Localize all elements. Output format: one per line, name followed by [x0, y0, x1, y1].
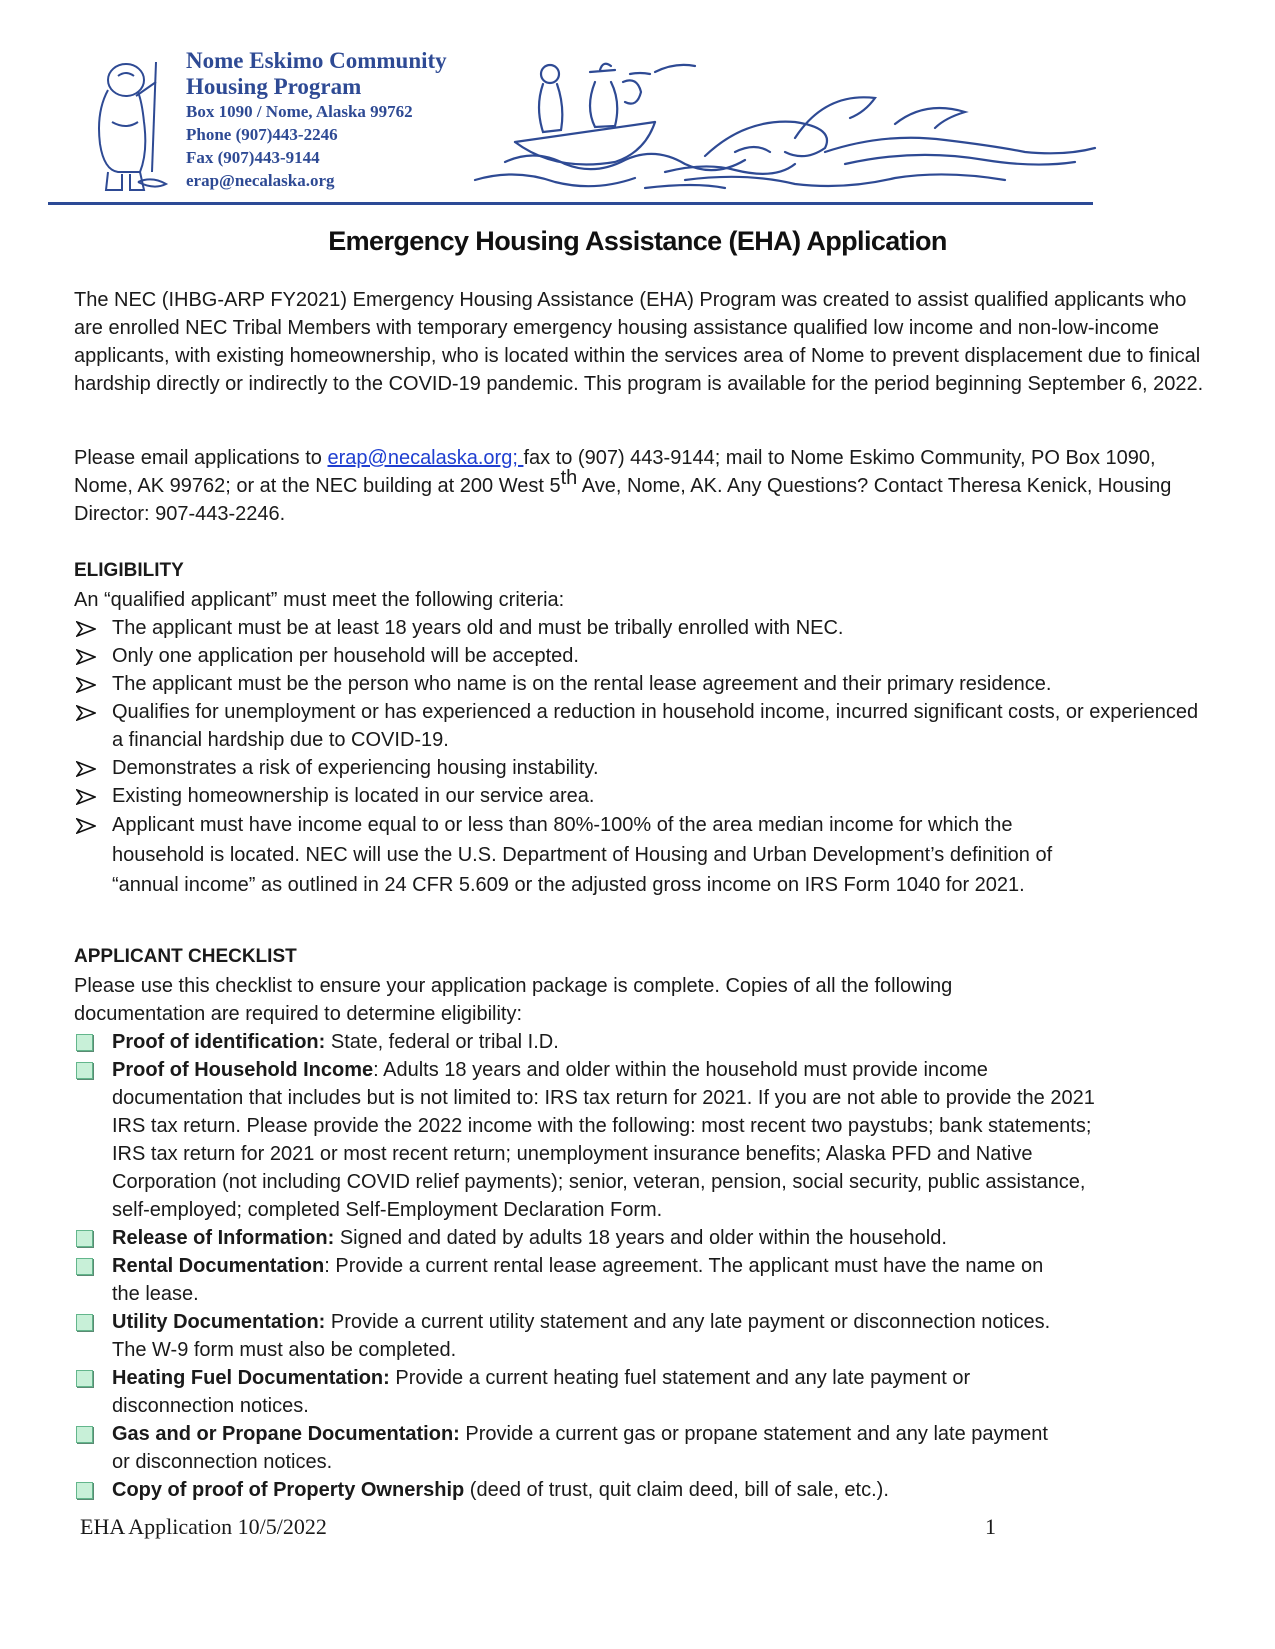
intro-paragraph: The NEC (IHBG-ARP FY2021) Emergency Housing Assistance (EHA) Program was created to assist qualified applicants who are enrolled NEC Tribal Members with temporary emergency housing assistance qualified low income and non-low-income applicants, with existing homeownership, who is located within the services area of Nome to prevent displacement due to finical hardship directly or indirectly to the COVID-19 pandemic. This program is available for the period beginning September 6, 2022.	[74, 289, 1204, 395]
eligibility-item-text: Demonstrates a risk of experiencing housing instability.	[112, 757, 599, 779]
checklist-item	[74, 1224, 1214, 1252]
list-item	[74, 642, 1214, 670]
checklist-item	[74, 1252, 1062, 1308]
org-block	[186, 48, 447, 192]
checklist-item-text: : Adults 18 years and older within the household must provide income documentation that includes but is not limited to: IRS tax return for 2021. If you are not able to provide the 2021 IRS tax return. Please provide the 2022 income with the following: most recent two paystubs; bank statements; IRS tax return for 2021 or most recent return; unemployment insurance benefits; Alaska PFD and Native Corporation (not including COVID relief payments); senior, veteran, pension, social security, public assistance, self-employed; completed Self-Employment Declaration Form.	[112, 1059, 1095, 1221]
eligibility-intro: An “qualified applicant” must meet the following criteria:	[74, 589, 565, 611]
checklist-item-text: : Provide a current rental lease agreement. The applicant must have the name on the lease.	[112, 1255, 1044, 1305]
org-email: erap@necalaska.org	[186, 171, 335, 190]
eligibility-item-text: The applicant must be at least 18 years old and must be tribally enrolled with NEC.	[112, 617, 844, 639]
checkbox[interactable]	[76, 1482, 93, 1499]
list-item	[74, 754, 1214, 782]
checklist-item	[74, 1028, 1214, 1056]
checklist-item-text: State, federal or tribal I.D.	[325, 1031, 559, 1053]
checklist-item-label: Release of Information:	[112, 1227, 335, 1249]
checklist-item	[74, 1056, 1102, 1224]
checklist-item-label: Proof of Household Income	[112, 1059, 374, 1081]
list-item	[74, 810, 1072, 900]
checklist-item-text: Provide a current utility statement and any late payment or disconnection notices. The W-9 form must also be completed.	[112, 1311, 1051, 1361]
list-item	[74, 670, 1214, 698]
checkbox[interactable]	[76, 1034, 93, 1051]
checkbox[interactable]	[76, 1370, 93, 1387]
submit-paragraph	[74, 444, 1204, 528]
arrow-bullet-icon	[76, 621, 96, 637]
org-fax: Fax (907)443-9144	[186, 148, 320, 167]
submit-prefix: Please email applications to	[74, 447, 328, 469]
checklist-item-label: Utility Documentation:	[112, 1311, 326, 1333]
ordinal-suffix: th	[560, 467, 578, 489]
checklist-list	[74, 1028, 1214, 1504]
arrow-bullet-icon	[76, 705, 96, 721]
org-address: Box 1090 / Nome, Alaska 99762	[186, 102, 413, 121]
checkbox[interactable]	[76, 1062, 93, 1079]
checklist-item	[74, 1308, 1062, 1364]
page-title: Emergency Housing Assistance (EHA) Application	[328, 226, 947, 256]
arrow-bullet-icon	[76, 649, 96, 665]
checklist-item	[74, 1364, 1062, 1420]
checkbox[interactable]	[76, 1230, 93, 1247]
checkbox[interactable]	[76, 1314, 93, 1331]
checkbox[interactable]	[76, 1258, 93, 1275]
eligibility-item-text: The applicant must be the person who name is on the rental lease agreement and their primary residence.	[112, 673, 1052, 695]
eligibility-item-text: Applicant must have income equal to or less than 80%-100% of the area median income for which the household is located. NEC will use the U.S. Department of Housing and Urban Development’s definition of “annual income” as outlined in 24 CFR 5.609 or the adjusted gross income on IRS Form 1040 for 2021.	[112, 814, 1053, 896]
boat-and-waves-logo-icon	[465, 52, 1105, 192]
submit-suffix: Ave, Nome, AK. Any Questions? Contact Theresa Kenick, Housing Director: 907-443-2246.	[74, 475, 1172, 525]
checkbox[interactable]	[76, 1426, 93, 1443]
arrow-bullet-icon	[76, 818, 96, 834]
eligibility-item-text: Existing homeownership is located in our service area.	[112, 785, 595, 807]
footer-doc-label: EHA Application 10/5/2022	[80, 1514, 327, 1539]
checklist-item-text: Signed and dated by adults 18 years and older within the household.	[334, 1227, 947, 1249]
list-item	[74, 698, 1214, 754]
checklist-item-label: Copy of proof of Property Ownership	[112, 1479, 465, 1501]
checklist-item-text: (deed of trust, quit claim deed, bill of sale, etc.).	[464, 1479, 889, 1501]
fisherman-logo-icon	[78, 52, 178, 202]
eligibility-list	[74, 614, 1214, 900]
checklist-item-text: Provide a current heating fuel statement and any late payment or disconnection notices.	[112, 1367, 971, 1417]
arrow-bullet-icon	[76, 761, 96, 777]
checklist-item-label: Proof of identification:	[112, 1031, 326, 1053]
eligibility-heading: ELIGIBILITY	[74, 560, 184, 581]
email-link[interactable]: erap@necalaska.org;	[327, 447, 524, 469]
eligibility-item-text: Qualifies for unemployment or has experienced a reduction in household income, incurred significant costs, or experienced a financial hardship due to COVID-19.	[112, 701, 1199, 751]
page-number: 1	[985, 1514, 996, 1539]
list-item	[74, 614, 1214, 642]
org-name-line1: Nome Eskimo Community	[186, 48, 447, 73]
checklist-item	[74, 1420, 1062, 1476]
arrow-bullet-icon	[76, 677, 96, 693]
checklist-item	[74, 1476, 1214, 1504]
header-divider	[48, 202, 1093, 205]
checklist-item-label: Heating Fuel Documentation:	[112, 1367, 390, 1389]
eligibility-item-text: Only one application per household will be accepted.	[112, 645, 579, 667]
checklist-item-text: Provide a current gas or propane statement and any late payment or disconnection notices.	[112, 1423, 1048, 1473]
org-phone: Phone (907)443-2246	[186, 125, 338, 144]
checklist-item-label: Gas and or Propane Documentation:	[112, 1423, 460, 1445]
checklist-item-label: Rental Documentation	[112, 1255, 325, 1277]
checklist-intro: Please use this checklist to ensure your application package is complete. Copies of all the following documentation are required to determine eligibility:	[74, 975, 953, 1025]
arrow-bullet-icon	[76, 789, 96, 805]
org-name-line2: Housing Program	[186, 74, 362, 99]
checklist-heading: APPLICANT CHECKLIST	[74, 946, 297, 967]
submit-middle: fax to (907) 443-9144; mail to Nome Eskimo Community, PO Box 1090, Nome, AK 99762; or at the NEC building at 200 West 5	[74, 447, 1156, 497]
list-item	[74, 782, 1214, 810]
letterhead	[70, 44, 1090, 204]
